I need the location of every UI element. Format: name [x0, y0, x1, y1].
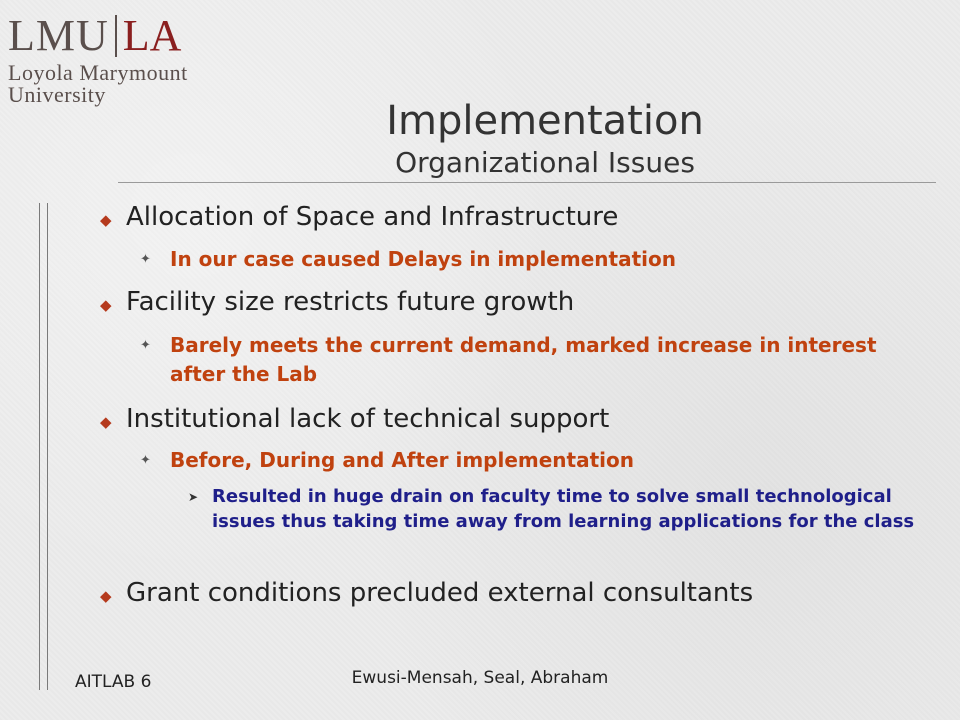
sub-bullet-text: Before, During and After implementation [170, 448, 634, 472]
diamond-bullet-icon: ◆ [100, 413, 112, 431]
logo-line-1: Loyola Marymount [8, 60, 188, 85]
diamond-bullet-icon: ◆ [100, 587, 112, 605]
sub-bullet-item [140, 446, 890, 475]
sub-bullet-item [140, 245, 890, 274]
logo-line-2: University [8, 82, 106, 107]
diamond-bullet-icon: ◆ [100, 296, 112, 314]
sub-bullet-text: In our case caused Delays in implementation [170, 247, 676, 271]
slide-number: AITLAB 6 [75, 672, 152, 692]
left-rule-2 [47, 203, 48, 690]
logo-divider [115, 15, 117, 57]
bullet-item [100, 576, 753, 610]
bullet-item [100, 200, 618, 234]
slide-title-main: Implementation [386, 98, 704, 144]
sub-bullet-item [140, 331, 890, 389]
bullet-text: Allocation of Space and Infrastructure [126, 202, 619, 232]
sub-sub-bullet-item [188, 484, 932, 534]
arrow-bullet-icon: ➤ [188, 490, 199, 504]
university-logo [8, 10, 198, 110]
bullet-text: Institutional lack of technical support [126, 404, 610, 434]
sub-sub-bullet-text: Resulted in huge drain on faculty time to solve small technological issues thus taking time away from learning applications for the class [212, 486, 915, 532]
bullet-text: Grant conditions precluded external consultants [126, 578, 754, 608]
slide-title [300, 96, 790, 180]
bullet-item [100, 402, 609, 436]
diamond-bullet-icon: ◆ [100, 211, 112, 229]
title-divider [118, 182, 936, 183]
four-point-star-bullet-icon: ✦ [140, 453, 151, 468]
four-point-star-bullet-icon: ✦ [140, 252, 151, 267]
logo-la-text: LA [122, 11, 182, 60]
four-point-star-bullet-icon: ✦ [140, 338, 151, 353]
left-rule-1 [39, 203, 40, 690]
slide-subtitle: Organizational Issues [395, 146, 695, 179]
bullet-text: Facility size restricts future growth [126, 287, 575, 317]
slide-authors: Ewusi-Mensah, Seal, Abraham [351, 668, 609, 688]
bullet-item [100, 285, 574, 319]
sub-bullet-text: Barely meets the current demand, marked increase in interest after the Lab [170, 333, 877, 386]
logo-lmu-text: LMU [8, 11, 109, 60]
